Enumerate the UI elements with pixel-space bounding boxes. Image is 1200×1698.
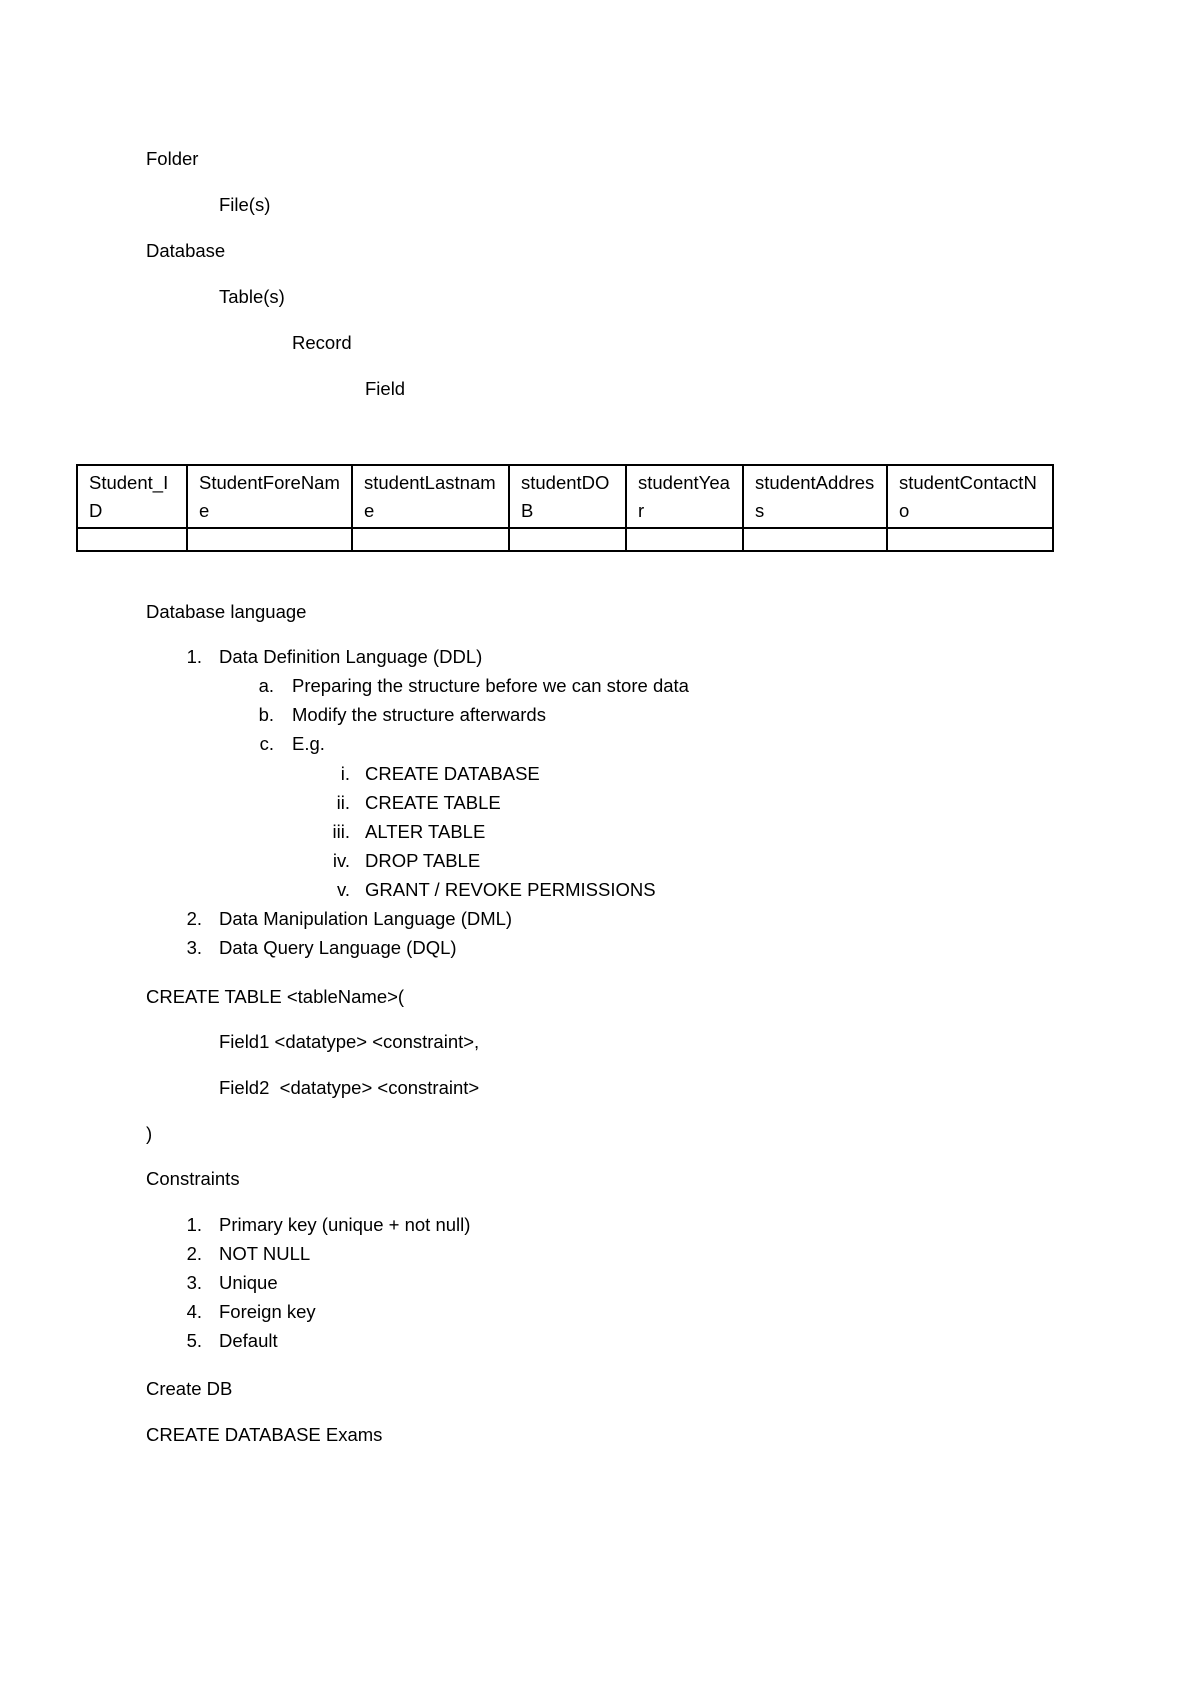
create-table-close: ): [146, 1123, 153, 1144]
constraints-heading: Constraints: [146, 1168, 240, 1189]
table-header-row: [77, 465, 1053, 528]
constraint-primary-key: Primary key (unique + not null): [219, 1214, 471, 1235]
create-db-heading: Create DB: [146, 1378, 233, 1399]
hierarchy-tables: Table(s): [219, 286, 285, 307]
hierarchy-files: File(s): [219, 194, 271, 215]
list-marker: v.: [336, 879, 350, 900]
list-marker: iii.: [332, 821, 350, 842]
list-marker: 1.: [186, 646, 202, 667]
list-item-ddl-c: E.g.: [292, 733, 325, 754]
table-cell: [509, 528, 626, 551]
table-cell: [187, 528, 352, 551]
student-table: [76, 464, 1054, 552]
list-marker: i.: [340, 763, 350, 784]
header-cell-student-lastname: studentLastname: [352, 465, 509, 528]
list-marker: b.: [258, 704, 274, 725]
create-db-statement: CREATE DATABASE Exams: [146, 1424, 383, 1445]
list-item-dml: Data Manipulation Language (DML): [219, 908, 513, 929]
list-item-ddl-b: Modify the structure afterwards: [292, 704, 546, 725]
db-language-heading: Database language: [146, 601, 307, 622]
list-marker: 1.: [186, 1214, 202, 1235]
list-marker: iv.: [332, 850, 350, 871]
list-marker: 4.: [186, 1301, 202, 1322]
list-item-create-database: CREATE DATABASE: [365, 763, 540, 784]
hierarchy-folder: Folder: [146, 148, 199, 169]
header-cell-student-year: studentYear: [626, 465, 743, 528]
table-cell: [626, 528, 743, 551]
create-table-open: CREATE TABLE <tableName>(: [146, 986, 405, 1007]
header-cell-student-address: studentAddress: [743, 465, 887, 528]
table-cell: [743, 528, 887, 551]
list-marker: c.: [259, 733, 274, 754]
list-marker: ii.: [336, 792, 350, 813]
list-item-ddl: Data Definition Language (DDL): [219, 646, 483, 667]
header-cell-student-forename: StudentForeName: [187, 465, 352, 528]
list-item-ddl-a: Preparing the structure before we can store data: [292, 675, 689, 696]
create-table-field1: Field1 <datatype> <constraint>,: [219, 1031, 480, 1052]
constraint-foreign-key: Foreign key: [219, 1301, 316, 1322]
constraint-default: Default: [219, 1330, 278, 1351]
constraint-not-null: NOT NULL: [219, 1243, 311, 1264]
list-item-drop-table: DROP TABLE: [365, 850, 481, 871]
header-cell-student-dob: studentDOB: [509, 465, 626, 528]
list-marker: 5.: [186, 1330, 202, 1351]
list-marker: 3.: [186, 1272, 202, 1293]
create-table-field2: Field2 <datatype> <constraint>: [219, 1077, 480, 1098]
hierarchy-record: Record: [292, 332, 352, 353]
list-item-create-table: CREATE TABLE: [365, 792, 501, 813]
hierarchy-field: Field: [365, 378, 406, 399]
constraint-unique: Unique: [219, 1272, 278, 1293]
list-marker: a.: [258, 675, 274, 696]
list-item-dql: Data Query Language (DQL): [219, 937, 457, 958]
table-cell: [77, 528, 187, 551]
table-row: [77, 528, 1053, 551]
table-cell: [352, 528, 509, 551]
table-cell: [887, 528, 1053, 551]
list-marker: 3.: [186, 937, 202, 958]
header-cell-student-id: Student_ID: [77, 465, 187, 528]
list-item-alter-table: ALTER TABLE: [365, 821, 486, 842]
list-item-grant-revoke: GRANT / REVOKE PERMISSIONS: [365, 879, 656, 900]
list-marker: 2.: [186, 908, 202, 929]
hierarchy-database: Database: [146, 240, 226, 261]
header-cell-student-contact-no: studentContactNo: [887, 465, 1053, 528]
list-marker: 2.: [186, 1243, 202, 1264]
